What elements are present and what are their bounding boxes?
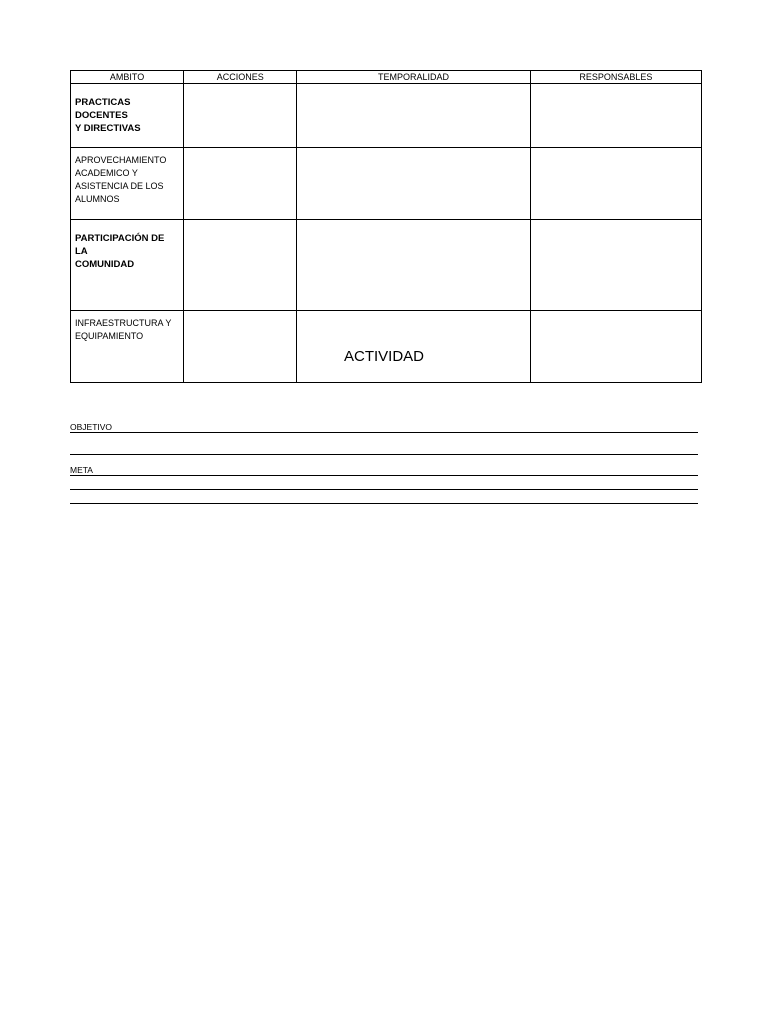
responsables-cell[interactable] [530, 311, 701, 383]
meta-line-1[interactable] [70, 475, 698, 476]
meta-line-3[interactable] [70, 503, 698, 504]
ambito-cell: INFRAESTRUCTURA Y EQUIPAMIENTO [71, 311, 184, 383]
ambito-cell: PARTICIPACIÓN DE LA COMUNIDAD [71, 220, 184, 311]
objetivo-label: OBJETIVO [70, 422, 113, 432]
plan-table [70, 70, 702, 383]
table-row [71, 84, 702, 148]
acciones-cell[interactable] [184, 148, 297, 220]
responsables-cell[interactable] [530, 220, 701, 311]
meta-line-2[interactable] [70, 489, 698, 490]
header-acciones: ACCIONES [184, 71, 297, 84]
temporalidad-cell[interactable] [297, 220, 530, 311]
temporalidad-cell[interactable] [297, 84, 530, 148]
objetivo-line-2[interactable] [70, 454, 698, 455]
ambito-cell: APROVECHAMIENTO ACADEMICO Y ASISTENCIA DE LOS ALUMNOS [71, 148, 184, 220]
responsables-cell[interactable] [530, 84, 701, 148]
header-responsables: RESPONSABLES [530, 71, 701, 84]
table-row [71, 220, 702, 311]
acciones-cell[interactable] [184, 220, 297, 311]
meta-label: META [70, 465, 93, 475]
header-temporalidad: TEMPORALIDAD [297, 71, 530, 84]
acciones-cell[interactable] [184, 311, 297, 383]
acciones-cell[interactable] [184, 84, 297, 148]
activity-title: ACTIVIDAD [343, 348, 424, 365]
table-header-row [71, 71, 702, 84]
responsables-cell[interactable] [530, 148, 701, 220]
table-row [71, 148, 702, 220]
header-ambito: AMBITO [71, 71, 184, 84]
temporalidad-cell[interactable] [297, 311, 530, 383]
objetivo-line-1[interactable] [70, 432, 698, 433]
temporalidad-cell[interactable] [297, 148, 530, 220]
ambito-cell: PRACTICAS DOCENTES Y DIRECTIVAS [71, 84, 184, 148]
table-row [71, 311, 702, 383]
